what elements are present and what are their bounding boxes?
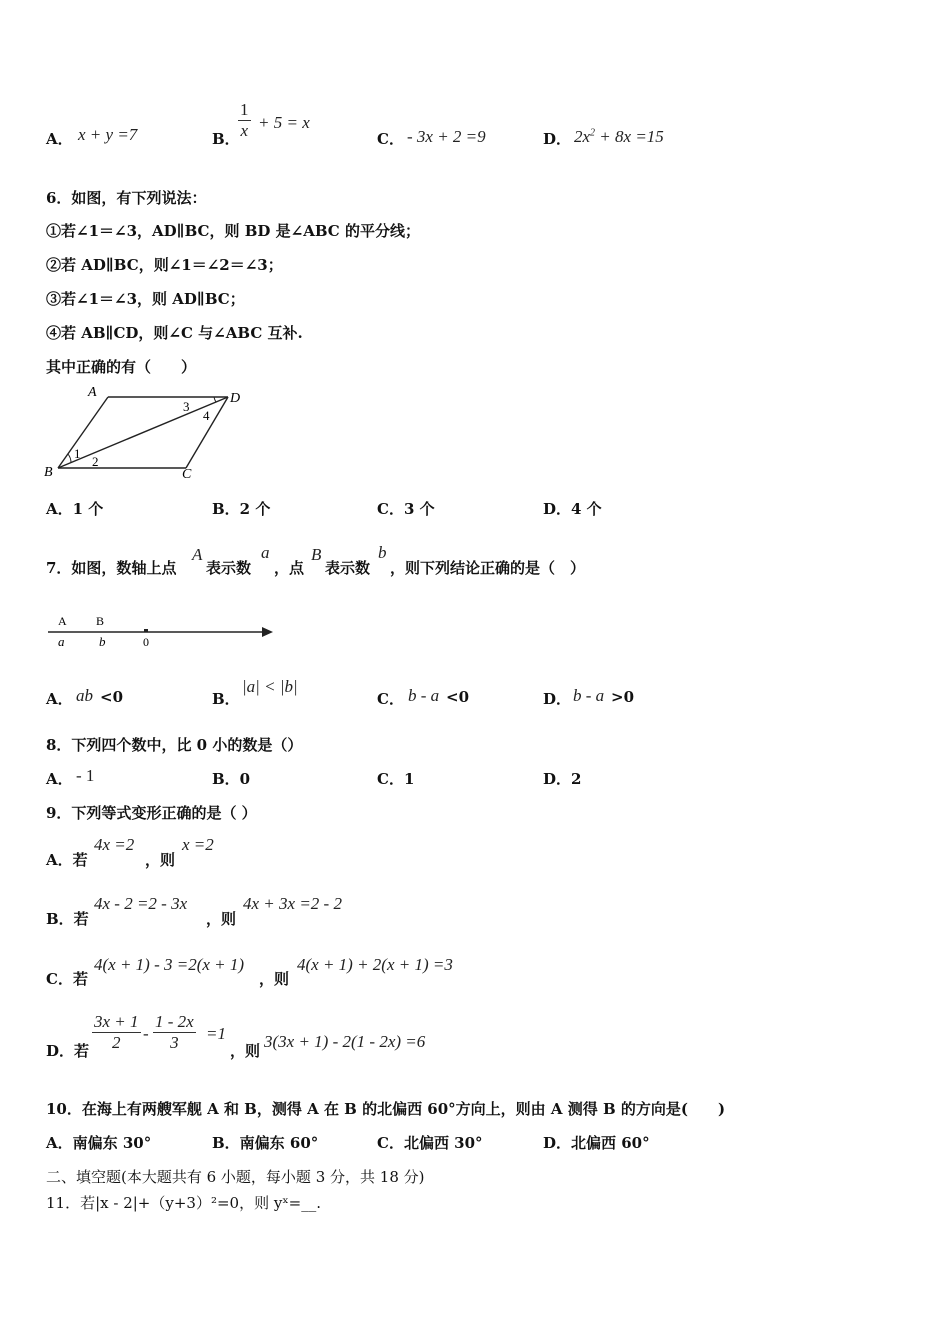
fraction-numerator: 1 - 2x [155,1012,194,1031]
q10-stem: 10．在海上有两艘军舰 A 和 B，测得 A 在 B 的北偏西 60°方向上，则由 A 测得 B 的方向是( ) [46,1100,726,1118]
q6-statement-3: ③若∠1＝∠3，则 AD∥BC； [46,290,245,308]
q6-statement-1: ①若∠1＝∠3，AD∥BC，则 BD 是∠ABC 的平分线； [46,222,420,240]
q5-option-c-expr: - 3x + 2 =9 [407,127,486,146]
q6-stem: 6．如图，有下列说法： [46,189,207,207]
number-line-figure [40,608,280,652]
q8-stem: 8．下列四个数中，比 0 小的数是（） [46,736,303,754]
q7-point-b: B [311,545,322,564]
q8-option-d: D．2 [543,770,582,788]
q9-option-d-then: 3(3x + 1) - 2(1 - 2x) =6 [264,1032,426,1051]
q6-option-d: D．4 个 [543,500,602,518]
q5-option-b-expr: + 5 = x [258,113,310,132]
q7-option-a-label: A． [46,690,73,708]
q8-option-c: C．1 [377,770,415,788]
angle-3-label: 3 [183,399,190,414]
q6-option-c: C．3 个 [377,500,435,518]
angle-3-arc [214,397,216,402]
q9-option-b-then-word: ，则 [206,910,237,928]
q7-stem-part1: 7．如图，数轴上点 [46,559,177,577]
q7-stem-part4: 表示数 [325,559,371,577]
fraction-denominator: 2 [112,1033,121,1052]
q9-option-b-label: B．若 [46,910,89,928]
q9-option-b-if: 4x - 2 =2 - 3x [94,894,188,913]
q7-option-a-expr: ab [76,686,93,705]
vertex-a-label: A [88,385,97,400]
q9-option-a-label: A．若 [46,851,88,869]
fraction-numerator: 3x + 1 [94,1012,139,1031]
section-2-title: 二、填空题(本大题共有 6 小题，每小题 3 分，共 18 分) [46,1168,425,1186]
q7-option-c-expr: b - a [408,686,440,705]
q6-option-b: B．2 个 [212,500,271,518]
q7-stem-part5: ，则下列结论正确的是（ ） [390,559,586,577]
q11-stem: 11．若|x - 2|+（y+3）²=0，则 yˣ=__. [46,1194,322,1212]
q7-option-b-label: B． [212,690,240,708]
parallelogram-figure [40,384,260,484]
vertex-b-label: B [44,465,53,480]
q8-option-a-label: A． [46,770,73,788]
q8-option-b: B．0 [212,770,251,788]
q7-option-c-label: C． [377,690,404,708]
q9-option-d-eq: =1 [206,1024,226,1043]
q5-option-d-label: D． [543,130,572,148]
angle-1-arc [68,454,71,463]
q9-option-a-if: 4x =2 [94,835,135,854]
fraction-denominator: 3 [170,1033,179,1052]
q9-option-c-then-word: ，则 [259,970,290,988]
angle-1-label: 1 [74,446,81,461]
q5-option-c-label: C． [377,130,404,148]
axis-label-a-upper: A [58,614,67,628]
vertex-d-label: D [230,391,241,406]
q7-option-b-expr: |a| < |b| [242,677,298,696]
fraction-denominator: x [240,121,249,140]
q10-option-c: C．北偏西 30° [377,1134,483,1152]
axis-arrow-icon [262,627,273,637]
q10-option-b: B．南偏东 60° [212,1134,319,1152]
fraction-numerator: 1 [240,100,249,119]
vertex-c-label: C [182,467,192,482]
axis-label-b-upper: B [96,614,105,628]
q7-option-d-rel: >0 [611,688,635,706]
q9-option-a-then-word: ，则 [145,851,176,869]
q5-option-b-label: B． [212,130,240,148]
q7-stem-part2: 表示数 [206,559,252,577]
q9-option-c-if: 4(x + 1) - 3 =2(x + 1) [94,955,245,974]
q7-option-d-expr: b - a [573,686,605,705]
q7-number-a: a [261,543,270,562]
q5-option-a-label: A． [46,130,73,148]
q9-option-d-then-word: ，则 [230,1042,261,1060]
q9-option-c-then: 4(x + 1) + 2(x + 1) =3 [297,955,453,974]
q9-option-b-then: 4x + 3x =2 - 2 [243,894,342,913]
q9-option-c-label: C．若 [46,970,88,988]
q9-option-d-fraction-2 [153,1012,196,1053]
q7-option-d-label: D． [543,690,572,708]
q10-option-d: D．北偏西 60° [543,1134,650,1152]
q6-option-a: A．1 个 [46,500,104,518]
axis-label-zero: 0 [143,635,149,649]
q9-option-d-minus: - [143,1024,149,1043]
q7-number-b: b [378,543,387,562]
q9-option-d-label: D．若 [46,1042,90,1060]
q10-option-a: A．南偏东 30° [46,1134,152,1152]
d-base: 2x [574,127,591,146]
angle-4-label: 4 [203,408,210,423]
origin-mark [144,629,148,632]
q6-ask: 其中正确的有（ ） [46,358,197,376]
q7-option-c-rel: <0 [446,688,470,706]
q7-stem-part3: ，点 [274,559,305,577]
q7-point-a: A [192,545,203,564]
q6-statement-2: ②若 AD∥BC，则∠1＝∠2＝∠3； [46,256,283,274]
q8-option-a-value: - 1 [76,766,95,785]
q5-option-b-fraction [238,100,251,141]
q6-statement-4: ④若 AB∥CD，则∠C 与∠ABC 互补. [46,324,303,342]
q7-option-a-rel: <0 [100,688,124,706]
d-rest: + 8x =15 [595,127,664,146]
q5-option-d-expr [574,127,664,147]
axis-label-b-lower: b [99,634,106,649]
axis-label-a-lower: a [58,634,65,649]
d-exponent: 2 [590,127,596,139]
q9-stem: 9．下列等式变形正确的是（ ） [46,804,257,822]
q9-option-a-then: x =2 [182,835,214,854]
q9-option-d-fraction-1 [92,1012,141,1053]
q5-option-a-expr: x + y =7 [78,125,138,144]
angle-2-label: 2 [92,454,99,469]
